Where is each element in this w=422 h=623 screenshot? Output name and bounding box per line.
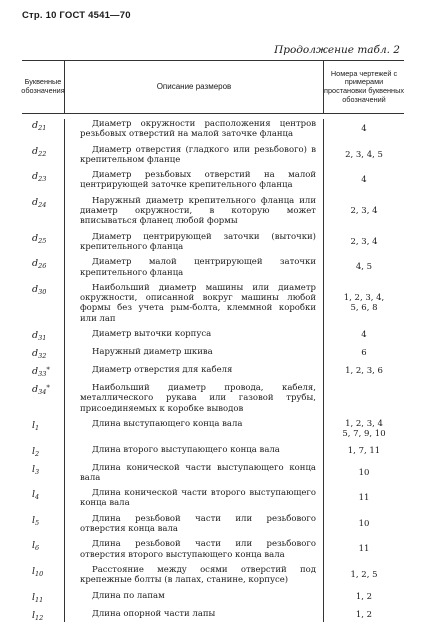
symbol-subscript: 3 [35, 467, 40, 476]
description-text: Диаметр малой центрирующей заточки крепительного фланца [80, 257, 316, 278]
symbol-letter: d [32, 196, 39, 208]
drawing-numbers-text: 1, 2 [355, 609, 373, 620]
symbol-cell [22, 383, 64, 414]
symbol-subscript: 30 [38, 287, 47, 296]
dimensions-table [22, 60, 404, 622]
symbol-subscript: 4 [35, 493, 40, 502]
drawing-numbers-text: 10 [358, 467, 370, 478]
column-header-description: Описание размеров [65, 61, 324, 113]
table-row [22, 196, 404, 227]
drawing-numbers-text: 5, 7, 9, 10 [342, 429, 386, 440]
description-cell [64, 591, 324, 604]
table-row [22, 514, 404, 535]
symbol-letter: l [32, 419, 36, 431]
drawing-numbers-text: 1, 2, 3, 4, [343, 293, 385, 304]
table-row [22, 488, 404, 509]
drawing-numbers-cell [324, 445, 404, 458]
drawing-numbers-text: 11 [358, 544, 370, 555]
symbol-cell [22, 196, 64, 227]
description-text: Длина второго выступающего конца вала [92, 444, 280, 455]
description-text: Диаметр резьбовых отверстий на малой центрирующей заточке крепительного фланца [80, 170, 316, 191]
drawing-numbers-cell [324, 283, 404, 324]
symbol-letter: l [32, 463, 36, 475]
symbol-cell [22, 463, 64, 484]
symbol-letter: l [32, 445, 36, 457]
description-text: Диаметр центрирующей заточки (выточки) крепительного фланца [80, 231, 316, 252]
symbol-cell [22, 329, 64, 342]
drawing-numbers-text: 1, 2, 3, 4 [345, 418, 383, 429]
drawing-numbers-cell [324, 145, 404, 166]
drawing-numbers-cell [324, 347, 404, 360]
symbol-cell [22, 419, 64, 440]
symbol-letter: l [32, 540, 36, 552]
symbol-cell [22, 257, 64, 278]
symbol-cell [22, 145, 64, 166]
description-text: Длина выступающего конца вала [92, 418, 243, 429]
symbol-subscript: 22 [38, 149, 47, 158]
symbol-subscript: 10 [35, 569, 44, 578]
symbol-letter: l [32, 565, 36, 577]
column-divider [64, 119, 65, 622]
drawing-numbers-cell [324, 514, 404, 535]
description-cell [64, 145, 324, 166]
symbol-subscript: 24 [38, 200, 47, 209]
table-row [22, 463, 404, 484]
table-header-row [22, 60, 404, 114]
drawing-numbers-text: 5, 6, 8 [350, 303, 378, 314]
description-cell [64, 445, 324, 458]
symbol-subscript: 2 [35, 449, 40, 458]
table-body [22, 119, 404, 622]
drawing-numbers-text: 1, 7, 11 [347, 445, 381, 456]
table-row [22, 445, 404, 458]
symbol-letter: l [32, 514, 36, 526]
table-row [22, 257, 404, 278]
symbol-subscript: 11 [35, 595, 44, 604]
description-text: Наружный диаметр шкива [92, 347, 213, 358]
drawing-numbers-cell [324, 170, 404, 191]
drawing-numbers-cell [324, 196, 404, 227]
drawing-numbers-cell [324, 119, 404, 140]
table-row [22, 609, 404, 622]
description-cell [64, 609, 324, 622]
description-cell [64, 232, 324, 253]
drawing-numbers-cell [324, 232, 404, 253]
description-cell [64, 383, 324, 414]
description-cell [64, 365, 324, 378]
drawing-numbers-text: 2, 3, 4, 5 [345, 149, 383, 160]
table-row [22, 145, 404, 166]
description-cell [64, 347, 324, 360]
table-row [22, 383, 404, 414]
description-cell [64, 565, 324, 586]
symbol-letter: l [32, 591, 36, 603]
description-text: Длина конической части второго выступающего конца вала [80, 488, 316, 509]
symbol-cell [22, 565, 64, 586]
symbol-letter: d [32, 258, 39, 270]
description-cell [64, 283, 324, 324]
description-cell [64, 488, 324, 509]
symbol-cell [22, 445, 64, 458]
table-row [22, 419, 404, 440]
description-text: Наибольший диаметр машины или диаметр окружности, описанной вокруг машины любой формы без учета рым-болта, клеммной коробки или лап [80, 282, 316, 324]
drawing-numbers-text: 2, 3, 4 [350, 236, 378, 247]
column-header-drawings: Номера чертежей с примерами простановки буквенных обозначений [324, 68, 404, 104]
description-cell [64, 514, 324, 535]
symbol-subscript: 12 [35, 613, 44, 622]
table-row [22, 283, 404, 324]
table-row [22, 329, 404, 342]
page-header: Стр. 10 ГОСТ 4541—70 [22, 10, 131, 21]
symbol-subscript: 25 [38, 236, 47, 245]
symbol-subscript: 34 [38, 388, 47, 397]
table-row [22, 565, 404, 586]
symbol-subscript: 33 [38, 370, 47, 379]
symbol-cell [22, 488, 64, 509]
description-text: Диаметр выточки корпуса [92, 329, 212, 340]
description-cell [64, 419, 324, 440]
symbol-subscript: 5 [35, 518, 40, 527]
symbol-cell [22, 283, 64, 324]
drawing-numbers-text: 1, 2, 3, 6 [345, 366, 383, 377]
drawing-numbers-text: 4 [361, 330, 367, 341]
symbol-letter: d [32, 120, 39, 131]
table-row [22, 119, 404, 140]
column-header-symbols: Буквенные обозначения [22, 61, 65, 113]
description-text: Длина опорной части лапы [92, 608, 216, 619]
symbol-cell [22, 539, 64, 560]
symbol-subscript: 1 [35, 423, 40, 432]
description-text: Длина конической части выступающего конца вала [80, 462, 316, 483]
drawing-numbers-text: 1, 2, 5 [350, 570, 378, 581]
drawing-numbers-text: 10 [358, 518, 370, 529]
description-text: Наибольший диаметр провода, кабеля, металлического рукава или газовой трубы, присоединяемых к коробке выводов [80, 383, 316, 414]
symbol-footnote-mark: * [46, 366, 50, 375]
description-text: Диаметр окружности расположения центров резьбовых отверстий на малой заточке фланца [80, 119, 316, 140]
table-row [22, 232, 404, 253]
description-cell [64, 329, 324, 342]
symbol-subscript: 26 [38, 262, 47, 271]
symbol-letter: d [32, 384, 39, 396]
symbol-letter: d [32, 330, 39, 342]
description-text: Диаметр отверстия (гладкого или резьбового) в крепительном фланце [80, 144, 316, 165]
table-row [22, 347, 404, 360]
drawing-numbers-text: 11 [358, 493, 370, 504]
symbol-letter: d [32, 366, 39, 378]
drawing-numbers-text: 4 [361, 175, 367, 186]
description-text: Длина резьбовой части или резьбового отверстия второго выступающего конца вала [80, 539, 316, 560]
drawing-numbers-text: 4, 5 [355, 262, 373, 273]
description-cell [64, 170, 324, 191]
drawing-numbers-cell [324, 329, 404, 342]
symbol-letter: d [32, 232, 39, 244]
symbol-subscript: 21 [38, 124, 47, 132]
drawing-numbers-cell [324, 609, 404, 622]
description-cell [64, 257, 324, 278]
table-row [22, 365, 404, 378]
symbol-subscript: 23 [38, 175, 47, 184]
drawing-numbers-cell [324, 383, 404, 414]
symbol-footnote-mark: * [46, 384, 50, 393]
description-text: Длина резьбовой части или резьбового отверстия конца вала [80, 513, 316, 535]
table-row [22, 539, 404, 560]
symbol-subscript: 32 [38, 352, 47, 361]
symbol-cell [22, 119, 64, 140]
column-divider [323, 119, 324, 622]
drawing-numbers-cell [324, 419, 404, 440]
symbol-cell [22, 591, 64, 604]
drawing-numbers-cell [324, 257, 404, 278]
symbol-cell [22, 232, 64, 253]
drawing-numbers-cell [324, 539, 404, 560]
symbol-letter: l [32, 489, 36, 501]
table-continuation-label: Продолжение табл. 2 [274, 44, 400, 56]
drawing-numbers-text: 2, 3, 4 [350, 206, 378, 217]
drawing-numbers-cell [324, 488, 404, 509]
description-cell [64, 539, 324, 560]
description-text: Длина по лапам [92, 590, 165, 601]
description-text: Расстояние между осями отверстий под крепежные болты (в лапах, станине, корпусе) [80, 564, 316, 586]
symbol-letter: d [32, 283, 39, 295]
symbol-subscript: 31 [38, 334, 47, 343]
symbol-cell [22, 514, 64, 535]
description-cell [64, 196, 324, 227]
drawing-numbers-cell [324, 463, 404, 484]
drawing-numbers-text: 6 [361, 348, 367, 359]
symbol-letter: d [32, 145, 39, 157]
drawing-numbers-cell [324, 565, 404, 586]
description-text: Диаметр отверстия для кабеля [92, 365, 233, 376]
symbol-subscript: 6 [35, 544, 40, 553]
drawing-numbers-text: 1, 2 [355, 591, 373, 602]
description-cell [64, 119, 324, 140]
symbol-cell [22, 609, 64, 622]
symbol-letter: d [32, 171, 39, 183]
drawing-numbers-cell [324, 591, 404, 604]
symbol-cell [22, 347, 64, 360]
drawing-numbers-cell [324, 365, 404, 378]
table-row [22, 591, 404, 604]
symbol-letter: l [32, 609, 36, 621]
symbol-cell [22, 365, 64, 378]
drawing-numbers-text: 4 [361, 124, 367, 135]
description-cell [64, 463, 324, 484]
table-row [22, 170, 404, 191]
description-text: Наружный диаметр крепительного фланца или диаметр окружности, в которую может вписываться фланец любой формы [80, 195, 316, 227]
symbol-cell [22, 170, 64, 191]
symbol-letter: d [32, 348, 39, 360]
